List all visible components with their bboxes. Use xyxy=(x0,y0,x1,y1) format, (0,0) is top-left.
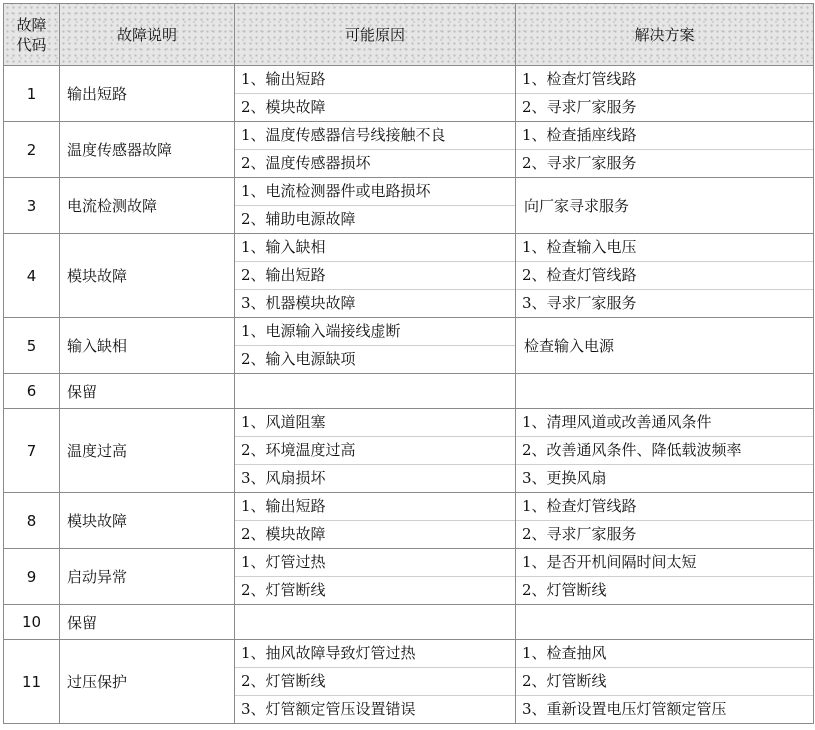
solution-cell xyxy=(516,640,814,724)
solution-item: 1、检查抽风 xyxy=(516,640,813,668)
cause-item: 1、输出短路 xyxy=(235,66,515,94)
solution-cell xyxy=(516,178,814,234)
fault-description: 输出短路 xyxy=(60,66,235,122)
solution-item: 2、改善通风条件、降低载波频率 xyxy=(516,437,813,465)
fault-description: 电流检测故障 xyxy=(60,178,235,234)
cause-cell xyxy=(235,318,516,374)
fault-code: 4 xyxy=(4,234,60,318)
cause-cell xyxy=(235,374,516,409)
solution-item: 1、检查插座线路 xyxy=(516,122,813,150)
cause-item: 3、机器模块故障 xyxy=(241,294,356,312)
solution-item: 2、寻求厂家服务 xyxy=(522,98,637,116)
cause-cell xyxy=(235,122,516,178)
cause-item: 2、灯管断线 xyxy=(241,581,326,599)
solution-item: 3、更换风扇 xyxy=(522,469,607,487)
cause-item: 1、风道阻塞 xyxy=(235,409,515,437)
cause-cell xyxy=(235,549,516,605)
fault-description: 温度传感器故障 xyxy=(60,122,235,178)
fault-code-table xyxy=(3,3,814,724)
cause-item: 2、输入电源缺项 xyxy=(241,350,356,368)
table-row xyxy=(4,409,814,493)
header-description: 故障说明 xyxy=(60,4,235,66)
fault-code: 5 xyxy=(4,318,60,374)
table-body xyxy=(4,66,814,724)
cause-item: 1、输入缺相 xyxy=(235,234,515,262)
cause-item: 1、灯管过热 xyxy=(235,549,515,577)
fault-code: 7 xyxy=(4,409,60,493)
cause-item: 2、灯管断线 xyxy=(235,668,515,696)
cause-item: 2、温度传感器损坏 xyxy=(241,154,371,172)
table-row xyxy=(4,122,814,178)
solution-cell xyxy=(516,122,814,178)
fault-code: 10 xyxy=(4,605,60,640)
table-row xyxy=(4,493,814,549)
cause-cell xyxy=(235,493,516,549)
table-row xyxy=(4,640,814,724)
cause-item: 1、温度传感器信号线接触不良 xyxy=(235,122,515,150)
cause-cell xyxy=(235,66,516,122)
header-row xyxy=(4,4,814,66)
cause-cell xyxy=(235,234,516,318)
solution-cell xyxy=(516,318,814,374)
cause-item: 1、电流检测器件或电路损坏 xyxy=(235,178,515,206)
solution-cell xyxy=(516,234,814,318)
table-row xyxy=(4,66,814,122)
fault-description: 温度过高 xyxy=(60,409,235,493)
cause-item: 2、模块故障 xyxy=(241,98,326,116)
solution-item: 2、检查灯管线路 xyxy=(516,262,813,290)
cause-cell xyxy=(235,409,516,493)
fault-code: 6 xyxy=(4,374,60,409)
solution-cell xyxy=(516,493,814,549)
solution-item: 1、是否开机间隔时间太短 xyxy=(516,549,813,577)
fault-description: 模块故障 xyxy=(60,493,235,549)
fault-description: 输入缺相 xyxy=(60,318,235,374)
header-causes: 可能原因 xyxy=(235,4,516,66)
header-fault-code xyxy=(4,4,60,66)
fault-description: 保留 xyxy=(60,374,235,409)
solution-item: 3、重新设置电压灯管额定管压 xyxy=(522,700,727,718)
table-row xyxy=(4,549,814,605)
cause-item: 3、风扇损坏 xyxy=(241,469,326,487)
solution-item: 1、清理风道或改善通风条件 xyxy=(516,409,813,437)
cause-item: 1、输出短路 xyxy=(235,493,515,521)
fault-code: 11 xyxy=(4,640,60,724)
solution-cell xyxy=(516,374,814,409)
cause-item: 1、电源输入端接线虚断 xyxy=(235,318,515,346)
header-code-line1: 故障 xyxy=(16,15,47,34)
cause-item: 2、输出短路 xyxy=(235,262,515,290)
table-header xyxy=(4,4,814,66)
fault-description: 过压保护 xyxy=(60,640,235,724)
header-solutions: 解决方案 xyxy=(516,4,814,66)
solution-item: 1、检查灯管线路 xyxy=(516,493,813,521)
solution-item: 2、寻求厂家服务 xyxy=(522,525,637,543)
table-row xyxy=(4,605,814,640)
solution-cell xyxy=(516,409,814,493)
fault-code: 2 xyxy=(4,122,60,178)
solution-cell xyxy=(516,66,814,122)
cause-item: 2、模块故障 xyxy=(241,525,326,543)
cause-cell xyxy=(235,640,516,724)
cause-item: 1、抽风故障导致灯管过热 xyxy=(235,640,515,668)
solution-item: 2、灯管断线 xyxy=(516,668,813,696)
header-code-line2: 代码 xyxy=(16,35,47,54)
fault-code: 8 xyxy=(4,493,60,549)
table-row xyxy=(4,318,814,374)
solution-item: 2、灯管断线 xyxy=(522,581,607,599)
fault-code: 3 xyxy=(4,178,60,234)
cause-cell xyxy=(235,178,516,234)
solution-cell xyxy=(516,549,814,605)
solution-item: 2、寻求厂家服务 xyxy=(522,154,637,172)
table-row xyxy=(4,234,814,318)
fault-description: 保留 xyxy=(60,605,235,640)
cause-cell xyxy=(235,605,516,640)
solution-item: 1、检查输入电压 xyxy=(516,234,813,262)
table-row xyxy=(4,374,814,409)
fault-code: 9 xyxy=(4,549,60,605)
solution-cell xyxy=(516,605,814,640)
cause-item: 2、环境温度过高 xyxy=(235,437,515,465)
fault-description: 模块故障 xyxy=(60,234,235,318)
cause-item: 3、灯管额定管压设置错误 xyxy=(241,700,416,718)
solution-item: 1、检查灯管线路 xyxy=(516,66,813,94)
table-row xyxy=(4,178,814,234)
fault-description: 启动异常 xyxy=(60,549,235,605)
solution-item: 3、寻求厂家服务 xyxy=(522,294,637,312)
solution-item: 检查输入电源 xyxy=(524,337,615,355)
solution-item: 向厂家寻求服务 xyxy=(524,197,630,215)
cause-item: 2、辅助电源故障 xyxy=(241,210,356,228)
fault-code: 1 xyxy=(4,66,60,122)
